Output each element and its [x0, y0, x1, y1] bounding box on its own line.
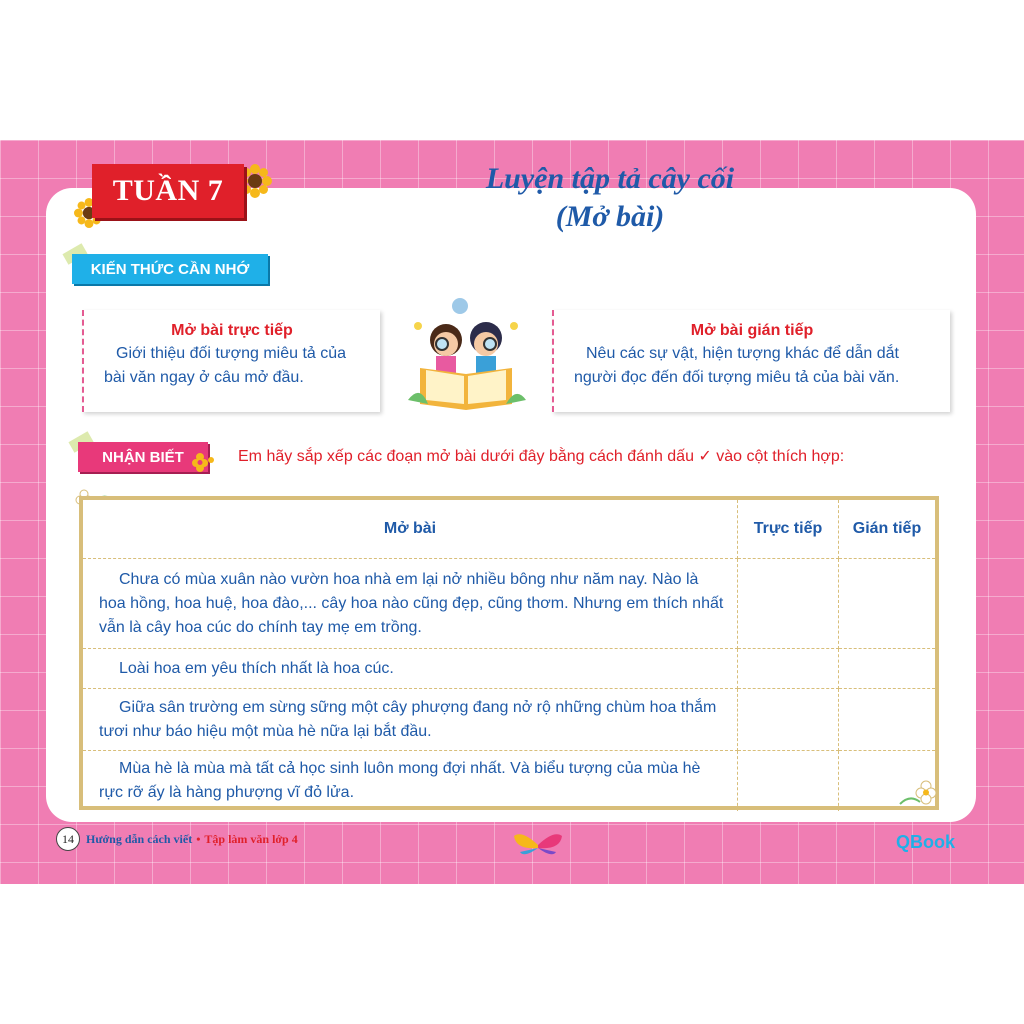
direct-checkbox-cell[interactable]	[738, 649, 839, 689]
direct-opening-title: Mở bài trực tiếp	[171, 322, 293, 339]
indirect-opening-title: Mở bài gián tiếp	[690, 322, 814, 339]
direct-line-2: bài văn ngay ở câu mở đầu.	[104, 369, 304, 386]
indirect-opening-text	[554, 342, 950, 390]
indirect-checkbox-cell[interactable]	[839, 689, 936, 751]
title-line-2: (Mở bài)	[555, 200, 665, 233]
opening-paragraph: Giữa sân trường em sừng sững một cây phượng đang nở rộ những chùm hoa thắm tươi như báo hiệu một mùa hè nữa lại bắt đầu.	[83, 689, 738, 751]
book-title	[86, 832, 298, 847]
indirect-line-1: Nêu các sự vật, hiện tượng khác để dẫn dắt	[586, 345, 899, 362]
table-header-row	[83, 500, 935, 559]
column-header-direct: Trực tiếp	[738, 500, 839, 559]
publisher-logo	[896, 832, 955, 853]
indirect-line-2: người đọc đến đối tượng miêu tả của bài văn.	[574, 369, 900, 386]
column-header-opening: Mở bài	[83, 500, 738, 559]
indirect-checkbox-cell[interactable]	[839, 559, 936, 649]
direct-line-1: Giới thiệu đối tượng miêu tả của	[116, 345, 347, 362]
direct-checkbox-cell[interactable]	[738, 689, 839, 751]
exercise-tag: NHẬN BIẾT	[78, 442, 208, 472]
title-line-1: Luyện tập tả cây cối	[485, 162, 735, 195]
table-row	[83, 649, 935, 689]
table-row	[83, 689, 935, 751]
direct-opening-text	[84, 342, 380, 390]
classification-table	[79, 496, 939, 810]
direct-checkbox-cell[interactable]	[738, 559, 839, 649]
page-number: 14	[56, 827, 80, 851]
opening-paragraph: Chưa có mùa xuân nào vườn hoa nhà em lại nở nhiều bông như năm nay. Nào là hoa hồng, hoa huệ, hoa đào,... cây hoa nào cũng đẹp, cũng thơm. Nhưng em thích nhất vẫn là cây hoa cúc do chính tay mẹ em trồng.	[83, 559, 738, 649]
remember-tag: KIẾN THỨC CẦN NHỚ	[72, 254, 268, 284]
indirect-checkbox-cell[interactable]	[839, 649, 936, 689]
exercise-instruction: Em hãy sắp xếp các đoạn mở bài dưới đây bằng cách đánh dấu ✓ vào cột thích hợp:	[238, 448, 845, 465]
opening-paragraph: Loài hoa em yêu thích nhất là hoa cúc.	[83, 649, 738, 689]
table-row	[83, 751, 935, 812]
flower-icon	[896, 776, 946, 810]
flower-icon	[192, 452, 216, 474]
logo-text: QBook	[896, 832, 956, 852]
indirect-opening-card	[552, 310, 950, 412]
footer-bullet: •	[196, 831, 201, 846]
direct-checkbox-cell[interactable]	[738, 751, 839, 812]
book-title-main: Hướng dẫn cách viết	[86, 831, 193, 846]
column-header-indirect: Gián tiếp	[839, 500, 936, 559]
book-subtitle: Tập làm văn lớp 4	[204, 831, 298, 846]
children-reading-illustration	[402, 296, 532, 414]
butterfly-logo-icon	[512, 830, 564, 860]
page-footer	[56, 828, 298, 850]
lesson-title	[400, 160, 820, 236]
week-badge: TUẦN 7	[92, 164, 244, 218]
opening-paragraph: Mùa hè là mùa mà tất cả học sinh luôn mong đợi nhất. Và biểu tượng của mùa hè rực rỡ ấy là hàng phượng vĩ đỏ lửa.	[83, 751, 738, 812]
direct-opening-card	[82, 310, 380, 412]
table-row	[83, 559, 935, 649]
